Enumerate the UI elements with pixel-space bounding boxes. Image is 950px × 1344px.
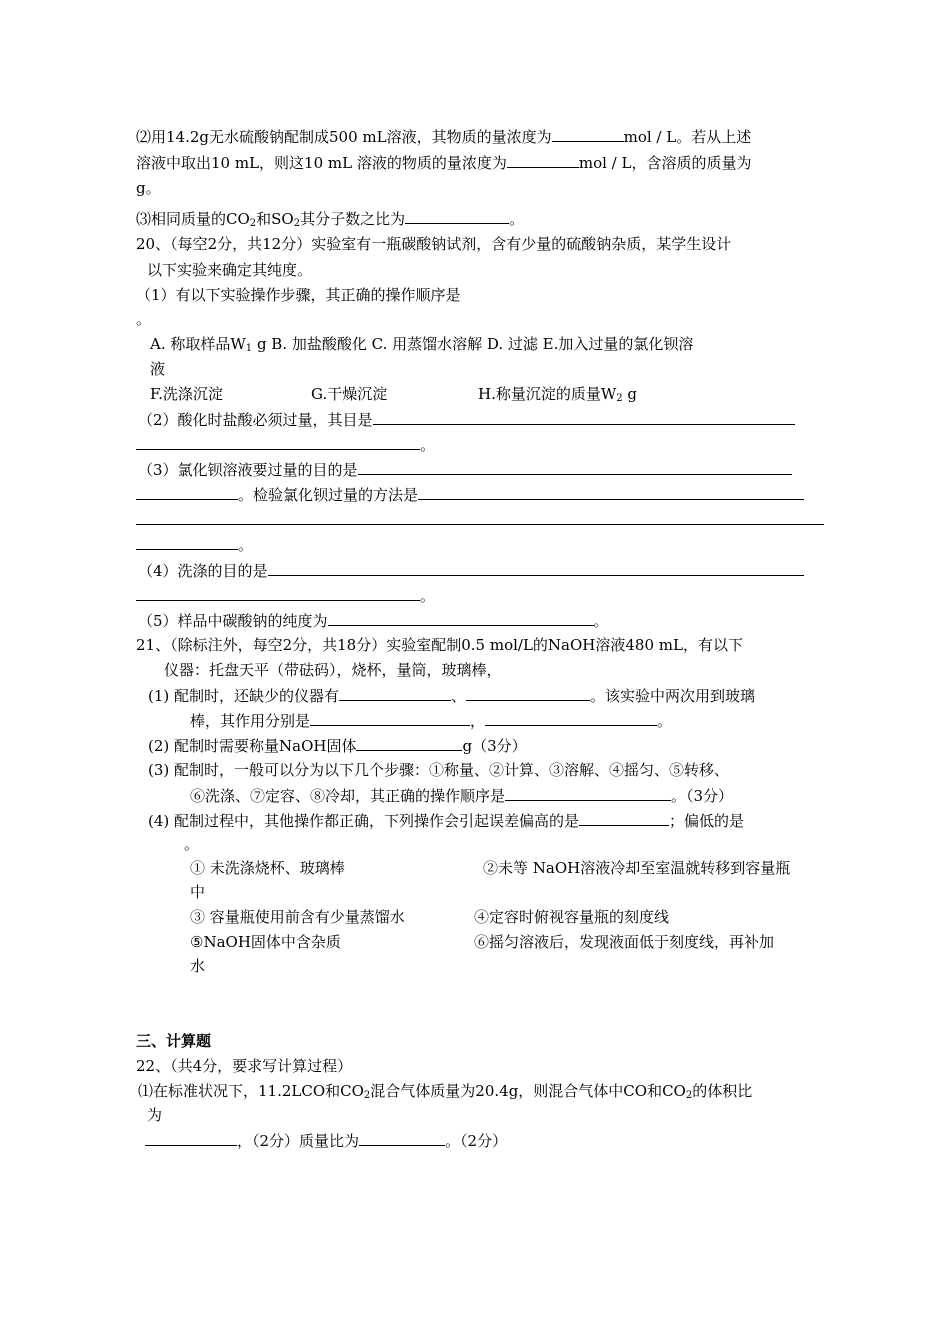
q20-blank-acidify-purpose-1[interactable] [373,409,795,425]
section-3-title [136,1031,211,1051]
q21-part1-comma: ， [470,712,486,730]
q21-option-2-wrap [483,858,790,878]
q20-part3-line2 [136,484,804,504]
q20-options-line1-cont [150,359,165,379]
q21-part3-line1 [148,760,729,780]
q21-option-6-cont: 水 [190,957,206,975]
q20-blank-wash-purpose-1[interactable] [268,560,804,576]
q20-option-e-cont: 液 [150,360,166,378]
q21-part1-text-a: (1) 配制时，还缺少的仪器有 [148,687,340,705]
q20-option-h-wrap [478,384,637,404]
q19-part2-text-e: g。 [136,179,161,197]
q20-part2-text: （2）酸化时盐酸必须过量，其目是 [138,411,373,429]
q22-part1-text-e: ，（2分）质量比为 [237,1132,360,1150]
q19-blank-concentration-10ml[interactable] [507,152,579,168]
q21-blank-error-high[interactable] [579,810,669,826]
q20-part3-line4 [136,534,253,554]
q22-part1-text-f: 。（2分） [445,1132,508,1150]
q21-option-3: ③ 容量瓶使用前含有少量蒸馏水 [190,908,405,926]
q19-part2-text-a: ⑵用14.2g无水硫酸钠配制成500 mL溶液，其物质的量浓度为 [136,128,552,146]
q20-blank-acidify-purpose-2[interactable] [136,434,420,450]
q21-heading-text-2: 仪器：托盘天平（带砝码），烧杯，量筒，玻璃棒， [164,661,502,679]
q20-part2-period: 。 [420,436,436,454]
q20-heading-line1 [136,234,731,254]
q20-part3-line1 [138,459,792,479]
q21-part1-line1 [148,685,755,705]
q21-option-2: ②未等 NaOH溶液冷却至室温就转移到容量瓶 [483,859,791,877]
q21-heading-line1 [136,635,743,655]
q21-option-1: ① 未洗涤烧杯、玻璃棒 [190,859,345,877]
q20-option-g: G.干燥沉淀 [311,385,388,403]
q20-option-h-unit: g [622,385,638,403]
q20-blank-check-method-2[interactable] [136,509,824,525]
q21-option-6: ⑥摇匀溶液后，发现液面低于刻度线，再补加 [474,933,775,951]
subscript: 2 [293,218,301,229]
q20-part1-period: 。 [136,310,152,328]
q21-part4-text-a: (4) 配制过程中，其他操作都正确，下列操作会引起误差偏高的是 [148,812,580,830]
q22-blank-volume-ratio[interactable] [145,1130,237,1146]
q21-part4-line2 [184,834,199,854]
q21-part3-text-b: ⑥洗涤、⑦定容、⑧冷却，其正确的操作顺序是 [190,787,506,805]
q21-part3-text-a: (3) 配制时，一般可以分为以下几个步骤：①称量、②计算、③溶解、④摇匀、⑤转移、 [148,761,730,779]
q20-part2-line2 [136,434,435,454]
q22-part1-line1 [138,1081,752,1101]
q21-option-5: ⑤NaOH固体中含杂质 [190,933,341,951]
q20-part4-text: （4）洗涤的目的是 [138,562,268,580]
q21-option-2-cont: 中 [190,883,206,901]
q19-part3-line [136,208,524,228]
q19-part2-line2 [136,152,751,172]
q20-blank-bacl2-purpose-2[interactable] [136,484,238,500]
q20-options-line1 [150,334,693,354]
q21-blank-naoh-mass[interactable] [356,735,462,751]
q21-blank-glass-rod-use-1[interactable] [310,710,470,726]
q22-part1-line3 [145,1130,507,1150]
q19-blank-concentration[interactable] [552,126,624,142]
q21-part4-period: 。 [184,835,200,853]
q21-option-2-cont-wrap [190,882,205,902]
q22-heading-line [136,1056,352,1076]
q20-blank-bacl2-purpose-1[interactable] [358,459,792,475]
q20-option-f: F.洗涤沉淀 [150,385,223,403]
q21-part1-line2 [190,710,672,730]
q20-blank-check-method-3[interactable] [136,534,238,550]
q20-part4-line1 [138,560,804,580]
q20-part4-line2 [136,585,435,605]
q20-part5-text: （5）样品中碳酸钠的纯度为 [138,612,328,630]
q21-option-6-cont-wrap [190,956,205,976]
q20-blank-purity[interactable] [328,610,594,626]
q19-part3-text-d: 。 [509,210,525,228]
q22-heading-text: 22、（共4分，要求写计算过程） [136,1057,353,1075]
subscript: 2 [249,218,257,229]
q22-part1-text-d: 为 [147,1106,163,1124]
q20-part5-line [138,610,609,630]
q19-part2-line3 [136,178,161,198]
q20-part1-text: （1）有以下实验操作步骤，其正确的操作顺序是 [136,286,461,304]
q21-heading-text: 21、（除标注外，每空2分，共18分）实验室配制0.5 mol/L的NaOH溶液480 mL，有以下 [136,636,743,654]
q21-part1-text-c: 棒，其作用分别是 [190,712,311,730]
q19-part3-text-a: ⑶相同质量的CO [136,210,250,228]
q21-part4-text-b: ；偏低的是 [669,812,745,830]
q19-part2-text-d: mol / L，含溶质的质量为 [578,154,752,172]
q20-part1-end [136,309,151,329]
subscript: 2 [363,1090,371,1101]
q22-part1-text-a: ⑴在标准状况下，11.2LCO和CO [138,1082,364,1100]
q21-part1-separator: 、 [451,687,467,705]
q21-blank-missing-instrument-1[interactable] [339,685,451,701]
q21-option-3-wrap [190,907,405,927]
subscript: 1 [245,343,253,354]
subscript: 2 [685,1090,693,1101]
q22-part1-line2 [147,1105,162,1125]
q21-part1-text-b: 。该实验中两次用到玻璃 [590,687,756,705]
q22-part1-text-b: 混合气体质量为20.4g，则混合气体中CO和CO [370,1082,686,1100]
q22-blank-mass-ratio[interactable] [359,1130,445,1146]
subscript: 2 [616,393,623,404]
q20-blank-check-method-1[interactable] [418,484,804,500]
q20-heading-line2 [147,260,312,280]
q21-part1-period: 。 [657,712,673,730]
q20-option-h: H.称量沉淀的质量W [478,385,617,403]
q22-part1-text-c: 的体积比 [692,1082,753,1100]
q21-option-6-wrap [474,932,774,952]
q21-blank-glass-rod-use-2[interactable] [485,710,657,726]
q21-part2-text-a: (2) 配制时需要称量NaOH固体 [148,737,357,755]
q20-option-a: A. 称取样品W [150,335,246,353]
q19-part2-text-c: 溶液中取出10 mL，则这10 mL 溶液的物质的量浓度为 [136,154,507,172]
q19-part2-text-b: mol / L。若从上述 [623,128,752,146]
q20-heading-text-2: 以下实验来确定其纯度。 [147,261,313,279]
q20-part3-text-b: 。检验氯化钡过量的方法是 [238,486,419,504]
q20-options-b-to-e: g B. 加盐酸酸化 C. 用蒸馏水溶解 D. 过滤 E.加入过量的氯化钡溶 [252,335,694,353]
q21-option-4-wrap [474,907,669,927]
q19-part3-text-b: 和SO [256,210,294,228]
q20-part2-line [138,409,795,429]
q21-blank-step-order[interactable] [505,785,671,801]
q21-blank-missing-instrument-2[interactable] [466,685,590,701]
q20-options-line2 [150,384,223,404]
q21-part3-text-c: 。（3分） [671,787,734,805]
q21-option-1-wrap [190,858,345,878]
q20-part5-period: 。 [593,612,609,630]
q20-heading-text: 20、（每空2分，共12分）实验室有一瓶碳酸钠试剂，含有少量的硫酸钠杂质，某学生设计 [136,235,732,253]
q20-part3-line3 [136,509,824,529]
q20-part1-line [136,285,461,305]
q21-heading-line2 [164,660,502,680]
q21-part3-line2 [190,785,733,805]
q21-part2-line [148,735,527,755]
q19-blank-molecule-ratio[interactable] [405,208,509,224]
q21-part2-text-b: g（3分） [462,737,527,755]
q20-part3-period: 。 [238,536,254,554]
q20-blank-wash-purpose-2[interactable] [136,585,420,601]
q20-part4-period: 。 [420,587,436,605]
q21-option-5-wrap [190,932,341,952]
section-3-title-text: 三、计算题 [136,1032,212,1050]
q20-part3-text: （3）氯化钡溶液要过量的目的是 [138,461,358,479]
q21-option-4: ④定容时俯视容量瓶的刻度线 [474,908,670,926]
q19-part2-line1 [136,126,751,146]
q20-option-g-wrap [311,384,387,404]
q21-part4-line1 [148,810,744,830]
q19-part3-text-c: 其分子数之比为 [300,210,406,228]
